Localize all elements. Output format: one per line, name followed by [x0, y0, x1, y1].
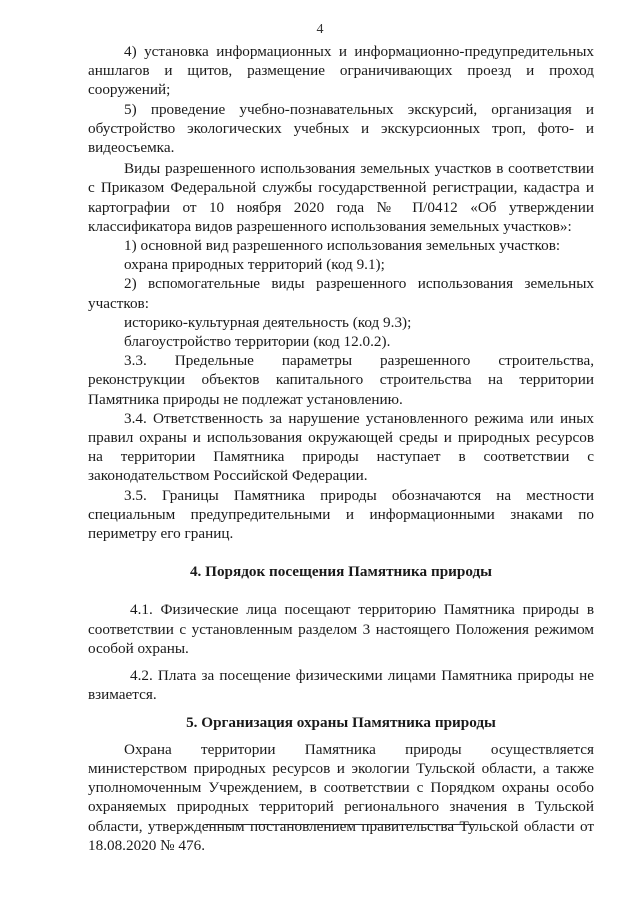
clause-4-2: 4.2. Плата за посещение физическими лицами Памятника природы не взимается.	[88, 667, 594, 704]
clause-3-3: 3.3. Предельные параметры разрешенного строительства, реконструкции объектов капитального строительства на территории Памятника природы не подлежат установлению.	[88, 352, 594, 408]
aux-permitted-uses: 2) вспомогательные виды разрешенного использования земельных участков:	[88, 275, 594, 312]
section-5-body: Охрана территории Памятника природы осуществляется министерством природных ресурсов и экологии Тульской области, а также уполномоченным Учреждением, в соответствии с Порядком охраны особо охраняемых природных территорий регионального значения в Тульской области, утвержденным постановлением правительства Тульской области от 18.08.2020 № 476.	[88, 740, 594, 854]
list-item-4-signage: 4) установка информационных и информационно-предупредительных аншлагов и щитов, размещение ограничивающих проезд и проход сооружений;	[88, 43, 594, 99]
section-4-heading: 4. Порядок посещения Памятника природы	[189, 563, 493, 581]
section-5-heading: 5. Организация охраны Памятника природы	[186, 713, 496, 731]
clause-3-5: 3.5. Границы Памятника природы обозначаются на местности специальным предупредительными и информационными знаками по периметру его границ.	[88, 486, 594, 543]
page-number: 4	[316, 22, 324, 37]
document-body	[88, 42, 594, 855]
permitted-use-intro: Виды разрешенного использования земельных участков в соответствии с Приказом Федеральной службы государственной регистрации, кадастра и картографии от 10 ноября 2020 года № П/0412 «Об утверждении классификатора видов разрешенного использования земельных участков»:	[88, 160, 594, 235]
aux-permitted-use-code-1: историко-культурная деятельность (код 9.3);	[124, 313, 412, 331]
aux-permitted-use-code-2: благоустройство территории (код 12.0.2).	[124, 333, 391, 351]
clause-3-4: 3.4. Ответственность за нарушение установленного режима или иных правил охраны и использования окружающей среды и природных ресурсов на территории Памятника природы наступает в соответствии с законодательством Российской Федерации.	[88, 409, 594, 485]
clause-4-1: 4.1. Физические лица посещают территорию Памятника природы в соответствии с установленным разделом 3 настоящего Положения режимом особой охраны.	[88, 601, 594, 657]
closing-rule	[205, 824, 477, 825]
list-item-5-excursions: 5) проведение учебно-познавательных экскурсий, организация и обустройство экологических учебных и экскурсионных троп, фото- и видеосъемка.	[88, 100, 594, 157]
main-permitted-use-code: охрана природных территорий (код 9.1);	[124, 256, 385, 274]
main-permitted-use: 1) основной вид разрешенного использования земельных участков:	[124, 237, 561, 255]
